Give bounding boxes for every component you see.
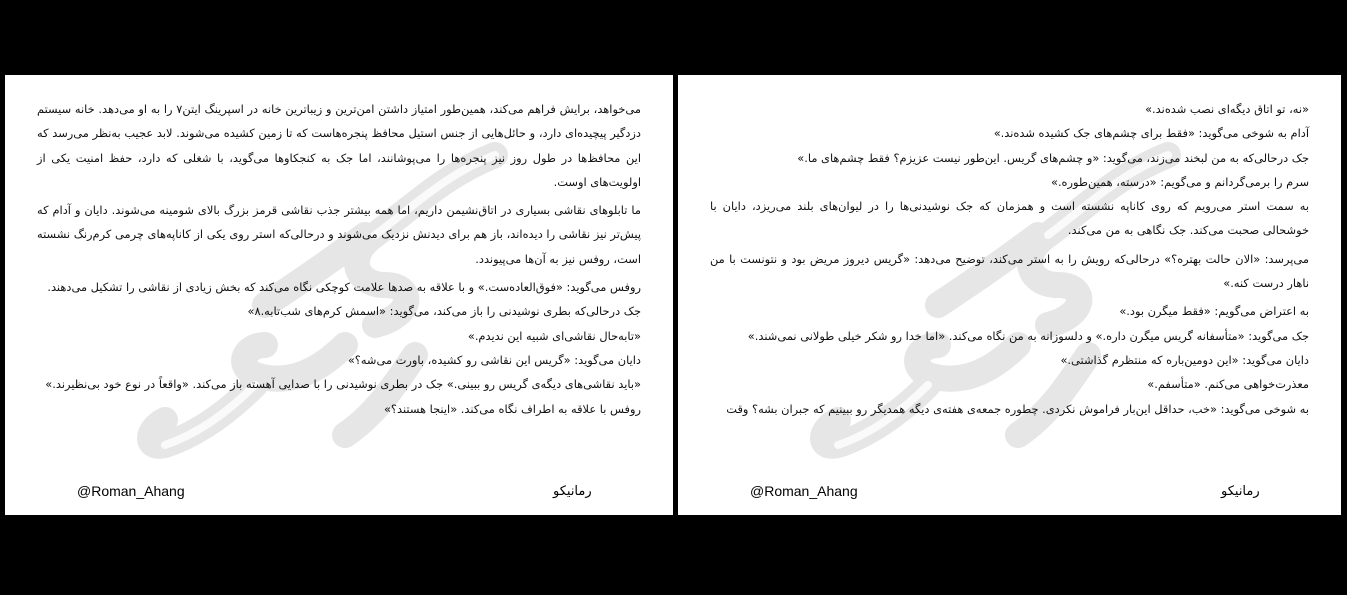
paragraph: آدام به شوخی می‌گوید: «فقط برای چشم‌های جک کشیده شده‌ند.» xyxy=(993,126,1309,141)
paragraph: می‌خواهد، برایش فراهم می‌کند، همین‌طور امتیاز داشتن امن‌ترین و زیباترین خانه در اسپرینگ ایتن۷ را به او می‌دهد. خانه سیستم دزدگیر پیچیده‌ای دارد، و حائل‌هایی از جنس استیل محافظ پنجره‌هاست که تا زمین کشیده می‌شوند. لابد عجیب به‌نظر می‌رسد که این محافظ‌ها در طول روز نیز پنجره‌ها را می‌پوشانند، اما جک به کنجکاوها می‌گوید، با شغلی که دارد، حفظ امنیت یکی از اولویت‌های اوست. xyxy=(37,102,641,189)
paragraph: به سمت استر می‌رویم که روی کاناپه نشسته است و همزمان که جک نوشیدنی‌ها را در لیوان‌های بلند می‌ریزد، دایان با خوشحالی صحبت می‌کند. جک نگاهی به من می‌کند. xyxy=(710,199,1309,238)
book-page-left xyxy=(5,75,673,515)
paragraph: می‌پرسد: «الان حالت بهتره؟» درحالی‌که رویش را به استر می‌کند، توضیح می‌دهد: «گریس دیروز مریض بود و نتونست با من ناهار درست کنه.» xyxy=(710,251,1309,291)
page-body-text xyxy=(710,97,1309,421)
paragraph: جک درحالی‌که بطری نوشیدنی را باز می‌کند، می‌گوید: «اسمش کرم‌های شب‌تابه.۸» xyxy=(247,304,641,319)
paragraph: سرم را برمی‌گردانم و می‌گویم: «درسته، همین‌طوره.» xyxy=(1050,174,1309,189)
paragraph: روفس می‌گوید: «فوق‌العاده‌ست.» و با علاقه به صدها علامت کوچکی نگاه می‌کند که بخش زیادی از نقاشی را تشکیل می‌دهند. xyxy=(47,280,641,295)
paragraph: ما تابلوهای نقاشی بسیاری در اتاق‌نشیمن داریم، اما همه بیشتر جذب نقاشی قرمز بزرگ بالای شومینه می‌شوند. دایان و آدام که پیش‌تر نیز نقاشی را دیده‌اند، باز هم برای دیدنش نزدیک می‌شوند و درحالی‌که استر روی یکی از کاناپه‌های چرمی کرم‌رنگ نشسته است، روفس نیز به آن‌ها می‌پیوندد. xyxy=(37,203,641,266)
paragraph: روفس با علاقه به اطراف نگاه می‌کند. «اینجا هستند؟» xyxy=(383,401,641,416)
channel-handle: @Roman_Ahang xyxy=(77,483,185,499)
brand-name: رمانیکو xyxy=(553,484,592,499)
paragraph: دایان می‌گوید: «گریس این نقاشی رو کشیده، باورت می‌شه؟» xyxy=(347,352,641,367)
brand-name: رمانیکو xyxy=(1221,484,1260,499)
paragraph: به شوخی می‌گوید: «خب، حداقل این‌بار فراموش نکردی. چطوره جمعه‌ی هفته‌ی دیگه همدیگر رو ببینیم که جبران بشه؟ وقت xyxy=(726,401,1309,416)
paragraph: جک می‌گوید: «متأسفانه گریس میگرن داره.» و دلسوزانه به من نگاه می‌کند. «اما خدا رو شکر خیلی طولانی نمی‌شند.» xyxy=(747,328,1309,343)
paragraph: به اعتراض می‌گویم: «فقط میگرن بود.» xyxy=(1119,304,1309,319)
book-page-right xyxy=(678,75,1341,515)
paragraph: جک درحالی‌که به من لبخند می‌زند، می‌گوید: «و چشم‌های گریس. این‌طور نیست عزیزم؟ فقط چشم‌های ما.» xyxy=(797,150,1309,165)
paragraph: معذرت‌خواهی می‌کنم. «متأسفم.» xyxy=(1147,377,1309,392)
paragraph: دایان می‌گوید: «این دومین‌باره که منتظرم گذاشتی.» xyxy=(1060,352,1309,367)
paragraph: «باید نقاشی‌های دیگه‌ی گریس رو ببینی.» جک در بطری نوشیدنی را با صدایی آهسته باز می‌کند. «واقعاً در نوع خود بی‌نظیرند.» xyxy=(45,377,641,392)
paragraph: «نه، تو اتاق دیگه‌ای نصب شده‌ند.» xyxy=(1145,102,1309,116)
channel-handle: @Roman_Ahang xyxy=(750,483,858,499)
paragraph: «تابه‌حال نقاشی‌ای شبیه این ندیدم.» xyxy=(467,328,641,343)
page-body-text xyxy=(37,97,641,421)
